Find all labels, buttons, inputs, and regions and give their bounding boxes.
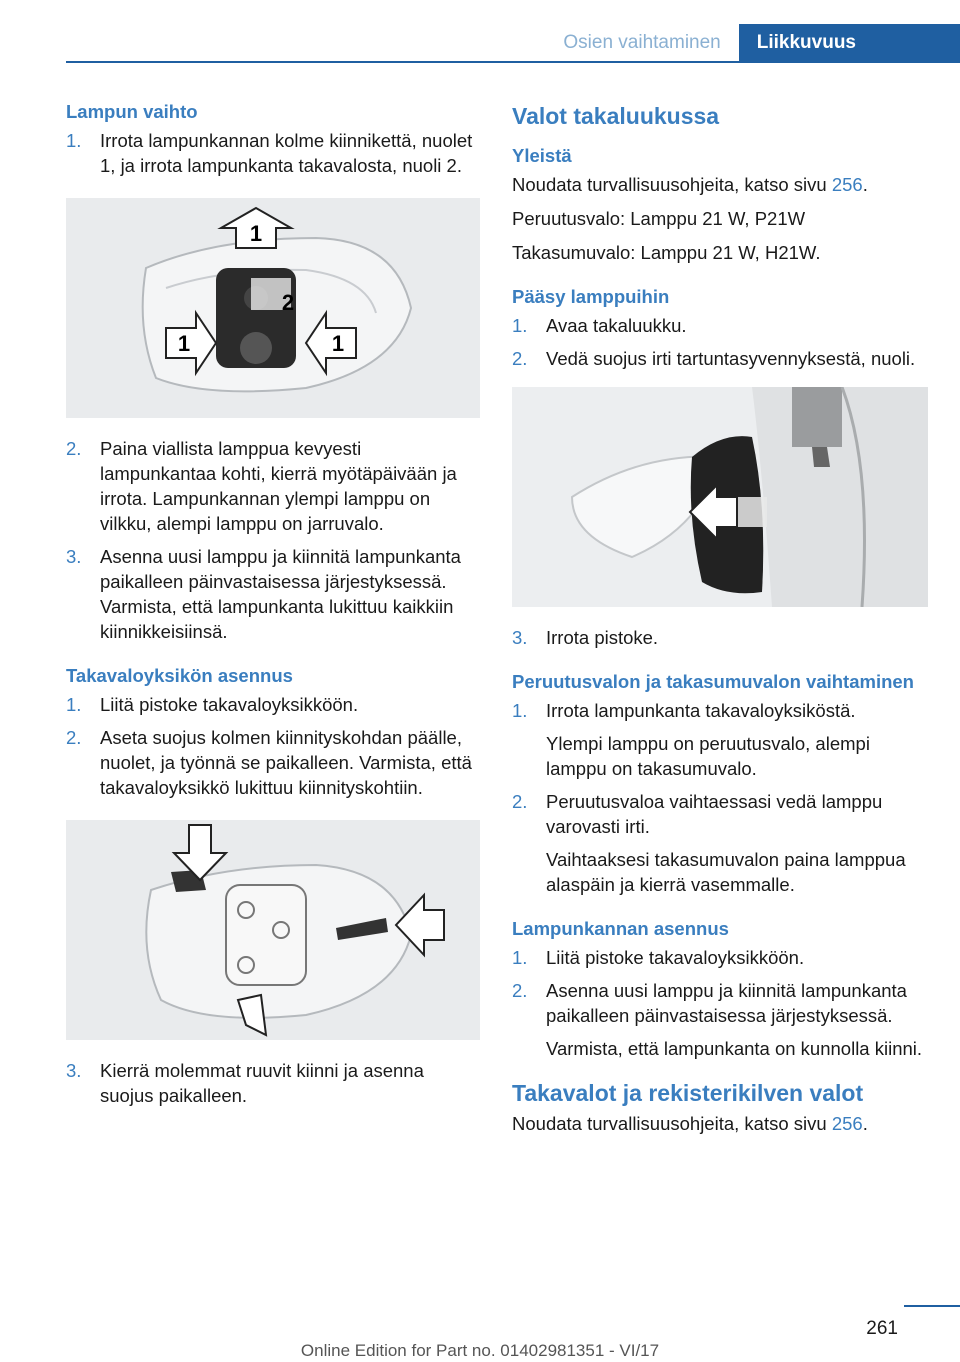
step-text: Liitä pistoke takavaloyksikköön. — [546, 947, 805, 968]
step-text: Irrota lampunkannan kolme kiinnikettä, nuolet 1, ja irrota lampunkanta takavalosta, nuoli 2. — [100, 130, 473, 176]
fig1-label-right: 1 — [331, 331, 345, 356]
step-note: Vaihtaaksesi takasumuvalon paina lamppua alaspäin ja kierrä vasemmalle. — [546, 849, 906, 895]
steps-access — [512, 313, 928, 371]
cover-mounting-illustration — [66, 820, 480, 1040]
header-chapter-tab: Liikkuvuus — [739, 24, 960, 62]
list-item — [66, 1058, 480, 1108]
edition-footer: Online Edition for Part no. 01402981351 - VI/17 — [300, 1341, 660, 1360]
steps-list-a — [66, 128, 480, 178]
heading-taillights-license-lights: Takavalot ja rekisterikilven valot — [512, 1080, 864, 1106]
heading-tailgate-lights: Valot takaluukussa — [512, 103, 720, 129]
heading-access-to-bulbs: Pääsy lamppuihin — [512, 286, 670, 307]
figure-cover-mounting-points — [66, 820, 480, 1040]
step-number: 2. — [512, 348, 528, 369]
safety-note-end: . — [862, 1113, 868, 1134]
step-text: Avaa takaluukku. — [546, 315, 687, 336]
step-text: Asenna uusi lamppu ja kiinnitä lampunkanta paikalleen päinvastaisessa järjestyksessä. — [546, 980, 907, 1026]
page-reference-link[interactable]: 256 — [831, 1113, 863, 1134]
right-column — [512, 100, 928, 1145]
step-number: 1. — [512, 315, 528, 336]
rear-fog-light-spec: Takasumuvalo: Lamppu 21 W, H21W. — [512, 242, 821, 263]
list-item — [66, 436, 480, 536]
step-number: 3. — [512, 627, 528, 648]
page-number: 261 — [866, 1318, 898, 1339]
step-text: Asenna uusi lamppu ja kiinnitä lampunkanta paikalleen päinvastaisessa järjestyksessä. Varmista, että lampunkanta lukittuu kaikkiin kiinnikkeisiinsä. — [100, 546, 461, 642]
step-text: Paina viallista lamppua kevyesti lampunkantaa kohti, kierrä myötäpäivään ja irrota. Lampunkannan ylempi lamppu on vilkku, alempi lamppu on jarruvalo. — [100, 438, 457, 534]
reversing-light-spec: Peruutusvalo: Lamppu 21 W, P21W — [512, 208, 806, 229]
footer-rule — [904, 1305, 960, 1307]
step-number: 1. — [66, 694, 82, 715]
step-number: 1. — [512, 700, 528, 721]
list-item — [512, 313, 928, 338]
steps-replace — [512, 698, 928, 897]
page-reference-link[interactable]: 256 — [831, 174, 863, 195]
safety-note-paragraph-2 — [512, 1111, 928, 1136]
steps-unplug — [512, 625, 928, 650]
safety-note-text: Noudata turvallisuusohjeita, katso sivu — [512, 1113, 832, 1134]
header-rule — [66, 61, 960, 63]
list-item — [512, 945, 928, 970]
lamp-holder-illustration — [66, 198, 480, 418]
step-number: 2. — [512, 791, 528, 812]
figure-tailgate-cover — [512, 387, 928, 607]
list-item — [512, 698, 928, 781]
step-note: Ylempi lamppu on peruutusvalo, alempi lamppu on takasumuvalo. — [546, 733, 870, 779]
list-item — [66, 725, 480, 800]
step-text: Irrota lampunkanta takavaloyksiköstä. — [546, 700, 856, 721]
list-item — [512, 978, 928, 1061]
step-text: Kierrä molemmat ruuvit kiinni ja asenna suojus paikalleen. — [100, 1060, 424, 1106]
step-number: 1. — [512, 947, 528, 968]
list-item — [512, 625, 928, 650]
step-number: 3. — [66, 546, 82, 567]
step-text: Vedä suojus irti tartuntasyvennyksestä, nuoli. — [546, 348, 916, 369]
list-item — [66, 544, 480, 644]
step-number: 3. — [66, 1060, 82, 1081]
safety-note-text: Noudata turvallisuusohjeita, katso sivu — [512, 174, 832, 195]
header-section-title: Osien vaihtaminen — [563, 32, 721, 53]
list-item — [66, 128, 480, 178]
tailgate-cover-illustration — [512, 387, 928, 607]
page-header — [563, 24, 960, 62]
fig1-label-top: 1 — [249, 221, 263, 246]
list-item — [512, 346, 928, 371]
step-text: Aseta suojus kolmen kiinnityskohdan päälle, nuolet, ja työnnä se paikalleen. Varmista, että takavaloyksikkö lukittuu kiinnityskohtiin. — [100, 727, 472, 798]
heading-lamp-replacement: Lampun vaihto — [66, 101, 198, 122]
step-number: 2. — [66, 438, 82, 459]
step-note: Varmista, että lampunkanta on kunnolla kiinni. — [546, 1038, 923, 1059]
step-number: 2. — [512, 980, 528, 1001]
step-number: 2. — [66, 727, 82, 748]
step-text: Irrota pistoke. — [546, 627, 659, 648]
fig1-label-left: 1 — [177, 331, 191, 356]
step-number: 1. — [66, 130, 82, 151]
steps-list-d — [66, 1058, 480, 1108]
safety-note-end: . — [862, 174, 868, 195]
list-item — [66, 692, 480, 717]
steps-install — [512, 945, 928, 1061]
heading-bulb-replacement: Peruutusvalon ja takasumuvalon vaihtaminen — [512, 671, 914, 692]
steps-list-b — [66, 436, 480, 644]
heading-general: Yleistä — [512, 145, 572, 166]
heading-taillight-installation: Takavaloyksikön asennus — [66, 665, 293, 686]
left-column — [66, 100, 480, 1116]
heading-holder-installation: Lampunkannan asennus — [512, 918, 729, 939]
safety-note-paragraph — [512, 172, 928, 197]
fig1-label-arrow-2: 2 — [281, 290, 295, 315]
step-text: Liitä pistoke takavaloyksikköön. — [100, 694, 359, 715]
figure-lamp-holder-clips — [66, 198, 480, 418]
list-item — [512, 789, 928, 897]
step-text: Peruutusvaloa vaihtaessasi vedä lamppu varovasti irti. — [546, 791, 883, 837]
steps-list-c — [66, 692, 480, 800]
